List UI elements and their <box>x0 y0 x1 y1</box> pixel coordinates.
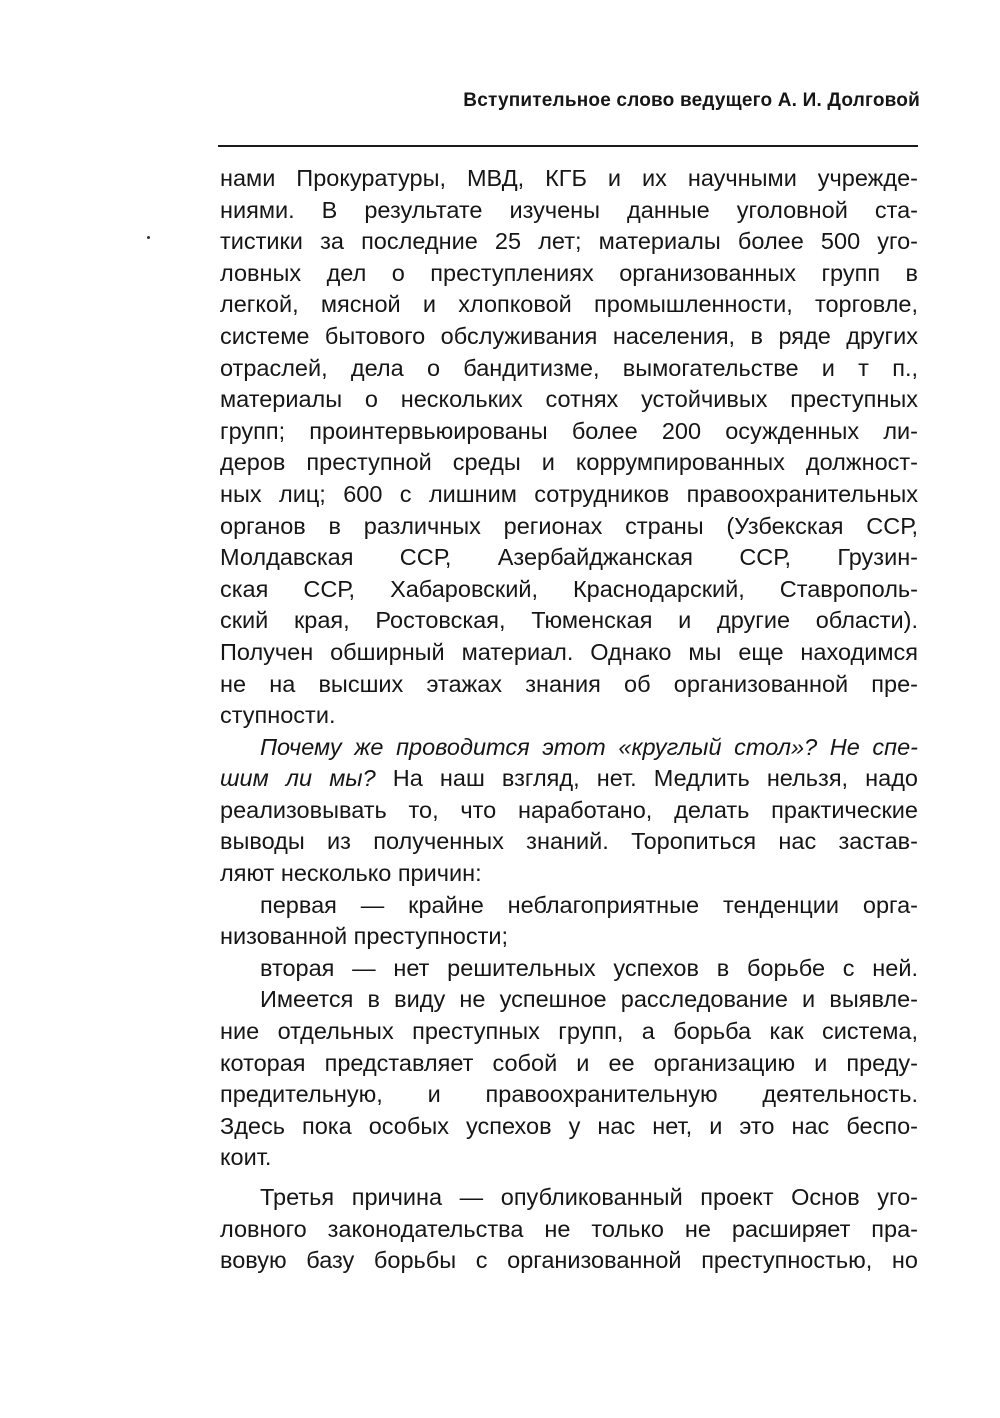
text-line: первая — крайне неблагоприятные тенденции орга- <box>260 891 918 918</box>
text-line: групп; проинтервьюированы более 200 осужденных ли- <box>220 417 918 444</box>
text-line: ляют несколько причин: <box>220 860 482 887</box>
text-line: системе бытового обслуживания населения, в ряде других <box>220 322 918 349</box>
text-line: легкой, мясной и хлопковой промышленности, торговле, <box>220 291 918 318</box>
text-line: ниями. В результате изучены данные уголовной ста- <box>220 196 918 223</box>
text-line: вовую базу борьбы с организованной преступностью, но <box>220 1247 918 1274</box>
header-rule <box>218 145 918 147</box>
paragraph-1 <box>220 163 918 732</box>
text-line: ская ССР, Хабаровский, Краснодарский, Ставрополь- <box>220 575 918 602</box>
text-line: органов в различных регионах страны (Узбекская ССР, <box>220 512 918 539</box>
text-line: ние отдельных преступных групп, а борьба как система, <box>220 1018 918 1045</box>
text-line-italic: Почему же проводится этот «круглый стол»? Не спе- <box>260 733 918 760</box>
scan-speck <box>147 236 150 239</box>
text-line: низованной преступности; <box>220 923 508 950</box>
text-line: отраслей, дела о бандитизме, вымогательстве и т п., <box>220 354 918 381</box>
reason-2 <box>220 953 918 985</box>
text-line: Третья причина — опубликованный проект Основ уго- <box>260 1184 918 1210</box>
text-line: реализовывать то, что наработано, делать практические <box>220 796 918 823</box>
body-text <box>220 163 918 1277</box>
paragraph-3 <box>220 984 918 1174</box>
text-line: которая представляет собой и ее организацию и преду- <box>220 1049 918 1076</box>
reason-1 <box>220 890 918 953</box>
text-line: предительную, и правоохранительную деятельность. <box>220 1081 918 1108</box>
text-line: ловного законодательства не только не расширяет пра- <box>220 1215 918 1242</box>
text-line: коит. <box>220 1144 272 1171</box>
running-header: Вступительное слово ведущего А. И. Долговой <box>463 90 920 111</box>
text-line: Получен обширный материал. Однако мы еще находимся <box>220 638 918 665</box>
text-line: материалы о нескольких сотнях устойчивых преступных <box>220 386 918 413</box>
text-line <box>220 763 918 795</box>
paragraph-4 <box>220 1182 918 1277</box>
text-line: Молдавская ССР, Азербайджанская ССР, Грузин- <box>220 544 918 571</box>
text-line: ных лиц; 600 с лишним сотрудников правоохранительных <box>220 480 918 507</box>
text-line: деров преступной среды и коррумпированных должност- <box>220 449 918 476</box>
text-line: ловных дел о преступлениях организованных групп в <box>220 259 918 286</box>
text-line: нами Прокуратуры, МВД, КГБ и их научными учрежде- <box>220 165 918 191</box>
text-line: не на высших этажах знания об организованной пре- <box>220 670 918 697</box>
text-line: Имеется в виду не успешное расследование и выявле- <box>260 986 918 1013</box>
italic-phrase: шим ли мы? <box>220 765 376 792</box>
text-line: ский края, Ростовская, Тюменская и другие области). <box>220 607 918 634</box>
text-line: Здесь пока особых успехов у нас нет, и это нас беспо- <box>220 1112 918 1139</box>
paragraph-2 <box>220 732 918 890</box>
text-line: тистики за последние 25 лет; материалы более 500 уго- <box>220 228 918 255</box>
text-line: вторая — нет решительных успехов в борьбе с ней. <box>260 954 918 981</box>
line-rest: На наш взгляд, нет. Медлить нельзя, надо <box>375 765 918 792</box>
text-line: выводы из полученных знаний. Торопиться нас застав- <box>220 828 918 855</box>
text-line: ступности. <box>220 702 336 729</box>
